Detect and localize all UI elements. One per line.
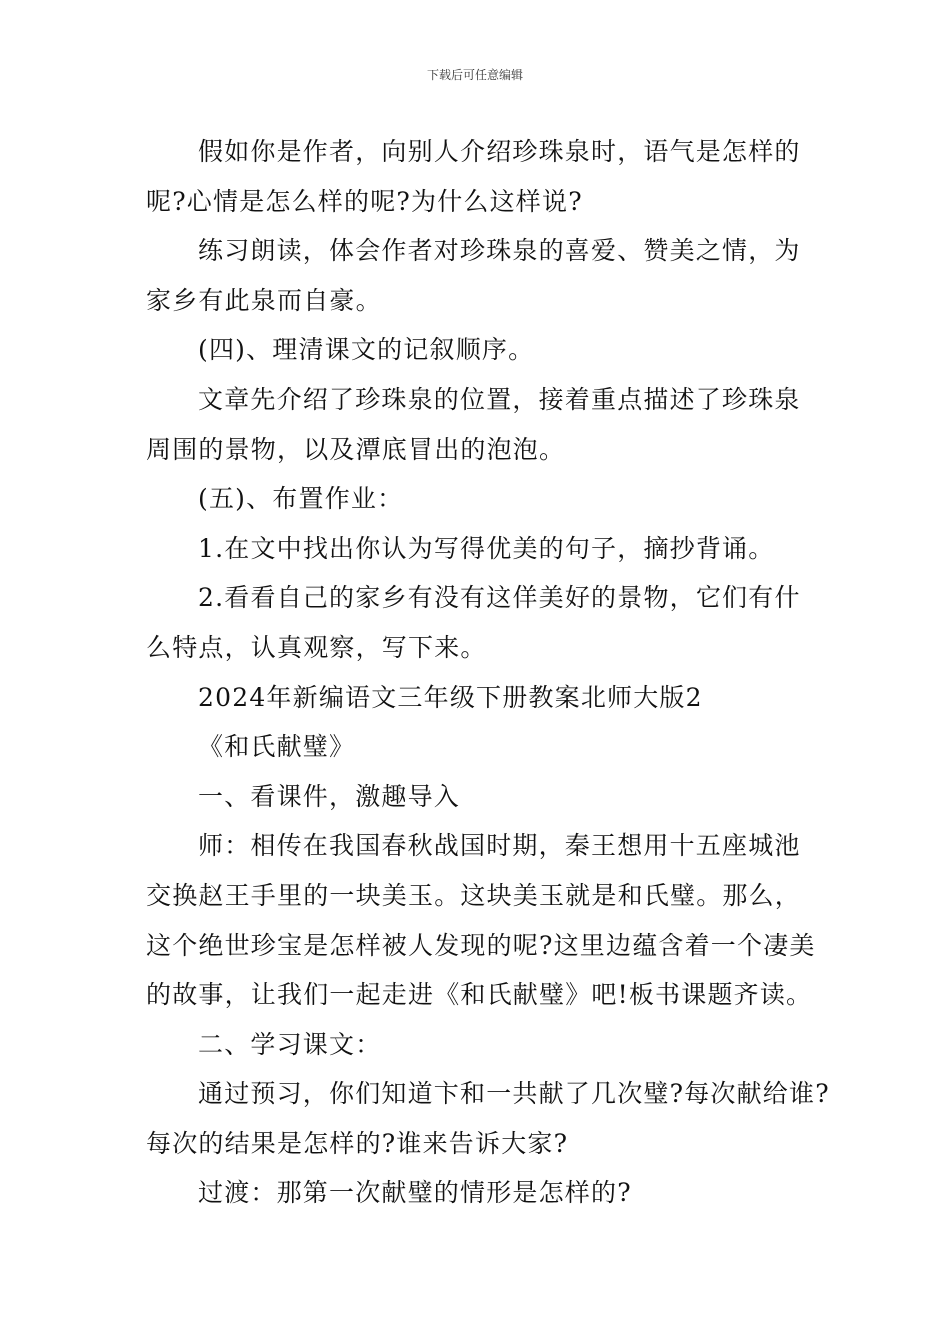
paragraph-preview (146, 1069, 830, 1168)
paragraph-1 (146, 127, 810, 226)
document-body (146, 127, 830, 1218)
paragraph-line: 练习朗读，体会作者对珍珠泉的喜爱、赞美之情，为 (198, 236, 801, 266)
paragraph-line: 呢?心情是怎么样的呢?为什么这样说? (146, 186, 583, 216)
paragraph-line: 的故事，让我们一起走进《和氏献璧》吧!板书课题齐读。 (146, 980, 813, 1010)
paragraph-line: 2.看看自己的家乡有没有这佯美好的景物，它们有什 (198, 583, 801, 613)
paragraph-2 (146, 226, 810, 325)
homework-item-2 (146, 573, 810, 672)
paragraph-line: 一、看课件，激趣导入 (198, 781, 461, 811)
paragraph-teacher-intro (146, 821, 816, 1019)
paragraph-line: 家乡有此泉而自豪。 (146, 285, 382, 315)
page-header: 下载后可任意编辑 (426, 68, 523, 82)
paragraph-line: 周围的景物，以及潭底冒出的泡泡。 (146, 434, 566, 464)
paragraph-line: (五)、布置作业： (198, 484, 404, 514)
paragraph-line: 《和氏献璧》 (198, 732, 356, 762)
paragraph-line: 这个绝世珍宝是怎样被人发现的呢?这里边蕴含着一个凄美 (146, 930, 816, 960)
paragraph-line: 师：相传在我国春秋战国时期，秦王想用十五座城池 (198, 831, 801, 861)
homework-item-1 (146, 524, 810, 574)
paragraph-line: 每次的结果是怎样的?谁来告诉大家? (146, 1128, 569, 1158)
paragraph-line: 1.在文中找出你认为写得优美的句子，摘抄背诵。 (198, 533, 775, 563)
paragraph-line: 假如你是作者，向别人介绍珍珠泉时，语气是怎样的 (198, 137, 801, 166)
paragraph-line: (四)、理清课文的记叙顺序。 (198, 335, 535, 365)
paragraph-3 (146, 375, 810, 474)
paragraph-line: 么特点，认真观察，写下来。 (146, 632, 487, 662)
section-heading-5 (146, 474, 810, 524)
paragraph-line: 2024年新编语文三年级下册教案北师大版2 (198, 682, 703, 712)
section-heading-4 (146, 325, 810, 375)
paragraph-line: 交换赵王手里的一块美玉。这块美玉就是和氏璧。那么， (146, 880, 802, 910)
paragraph-line: 二、学习课文： (198, 1029, 382, 1059)
paragraph-line: 文章先介绍了珍珠泉的位置，接着重点描述了珍珠泉 (198, 384, 801, 414)
section-heading-1 (146, 772, 810, 822)
paragraph-line: 通过预习，你们知道卞和一共献了几次璧?每次献给谁? (198, 1079, 830, 1109)
section-heading-2 (146, 1020, 810, 1070)
lesson-title (146, 722, 810, 772)
paragraph-transition (146, 1168, 810, 1218)
paragraph-line: 过渡：那第一次献璧的情形是怎样的? (198, 1178, 632, 1208)
document-title (146, 673, 810, 723)
